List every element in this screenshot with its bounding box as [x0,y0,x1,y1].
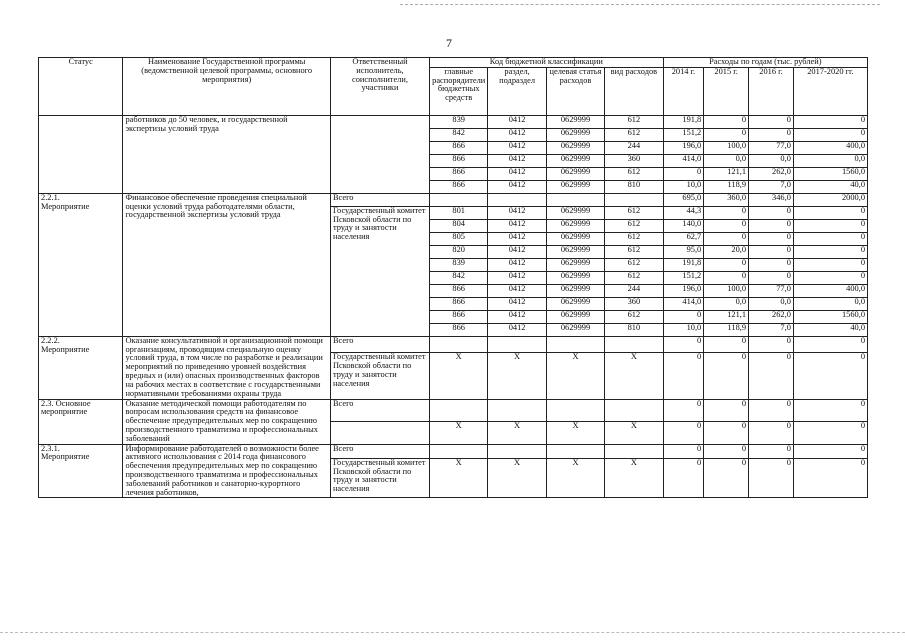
kbk-cell: X [546,353,604,399]
amount-cell: 0 [749,245,794,258]
status-cell: 2.3.1. Мероприятие [39,444,123,498]
amount-cell: 0 [704,444,749,458]
kbk-cell: X [605,353,663,399]
status-cell: 2.2.2. Мероприятие [39,336,123,399]
kbk-cell [546,336,604,353]
kbk-cell: 0629999 [546,154,604,167]
kbk-cell: 0629999 [546,206,604,219]
total-row [39,193,868,206]
amount-cell: 0 [704,353,749,399]
amount-cell: 10,0 [663,180,704,193]
kbk-cell: 866 [430,310,488,323]
amount-cell: 121,1 [704,167,749,180]
program-name-cell: Финансовое обеспечение проведения специальной оценки условий труда работодателями области, государственной экспертизы условий труда [123,193,331,336]
amount-cell: 0,0 [793,297,867,310]
kbk-cell: 866 [430,284,488,297]
amount-cell: 0 [749,115,794,128]
table-row [39,115,868,128]
amount-cell: 0 [704,458,749,498]
amount-cell: 0 [704,271,749,284]
kbk-cell: X [605,422,663,445]
bottom-scan-line [0,632,905,633]
kbk-cell: 866 [430,297,488,310]
kbk-cell: 244 [605,284,663,297]
amount-cell: 0 [663,167,704,180]
program-name-cell: Информирование работодателей о возможности более активного использования с 2014 года финансового обеспечения предупредительных мер по сокращению производственного травматизма и профессиональных заболеваний работников и санаторно-курортного лечения работников, [123,444,331,498]
amount-cell: 0 [663,336,704,353]
kbk-cell: 866 [430,323,488,336]
amount-cell: 0 [663,422,704,445]
amount-cell: 400,0 [793,284,867,297]
kbk-cell: 612 [605,206,663,219]
amount-cell: 0 [704,422,749,445]
table-body [39,115,868,498]
kbk-cell: 612 [605,271,663,284]
kbk-cell [488,444,546,458]
amount-cell: 151,2 [663,271,704,284]
kbk-cell: 0412 [488,115,546,128]
kbk-cell [488,193,546,206]
amount-cell: 0 [793,353,867,399]
amount-cell: 0 [793,245,867,258]
amount-cell: 360,0 [704,193,749,206]
kbk-cell: 0412 [488,271,546,284]
amount-cell: 0 [793,128,867,141]
program-name-cell: Оказание методической помощи работодателям по вопросам использования средств на финансовое обеспечение предупредительных мер по сокращению производственного травматизма и профессиональных заболеваний [123,399,331,444]
header-kbk-grbs: главные распорядители бюджетных средств [430,67,488,115]
amount-cell: 0 [793,458,867,498]
kbk-cell: X [546,458,604,498]
kbk-cell: 0629999 [546,310,604,323]
amount-cell: 191,8 [663,115,704,128]
amount-cell: 151,2 [663,128,704,141]
header-status: Статус [39,58,123,116]
kbk-cell: 842 [430,128,488,141]
amount-cell: 0 [749,353,794,399]
amount-cell: 0 [663,353,704,399]
kbk-cell: 0629999 [546,128,604,141]
header-year-2016: 2016 г. [749,67,794,115]
kbk-cell: 810 [605,323,663,336]
amount-cell: 0 [704,336,749,353]
amount-cell: 95,0 [663,245,704,258]
kbk-cell: 0629999 [546,323,604,336]
kbk-cell: 0629999 [546,258,604,271]
program-name-cell: работников до 50 человек, и государственной экспертизы условий труда [123,115,331,193]
kbk-cell: 612 [605,245,663,258]
kbk-cell: 839 [430,258,488,271]
kbk-cell [546,399,604,422]
amount-cell: 0 [749,422,794,445]
executor-cell: Государственный комитет Псковской области по труду и занятости населения [330,458,429,498]
amount-cell: 0 [749,232,794,245]
amount-cell: 0,0 [704,297,749,310]
amount-cell: 0 [793,271,867,284]
amount-cell: 7,0 [749,180,794,193]
kbk-cell: 0412 [488,167,546,180]
amount-cell: 0 [749,336,794,353]
kbk-cell: X [488,353,546,399]
kbk-cell [605,399,663,422]
amount-cell: 100,0 [704,141,749,154]
kbk-cell: 0412 [488,323,546,336]
kbk-cell: 0412 [488,219,546,232]
kbk-cell: 612 [605,232,663,245]
page-number: 7 [446,36,452,50]
executor-cell: Государственный комитет Псковской области по труду и занятости населения [330,206,429,336]
kbk-cell: 0629999 [546,115,604,128]
header-kbk-target: целевая статья расходов [546,67,604,115]
amount-cell: 0 [663,310,704,323]
amount-cell: 0 [793,422,867,445]
kbk-cell: 0412 [488,206,546,219]
kbk-cell: 244 [605,141,663,154]
kbk-cell: 866 [430,180,488,193]
amount-cell: 0 [749,444,794,458]
amount-cell: 414,0 [663,154,704,167]
executor-cell [330,422,429,445]
amount-cell: 0 [704,399,749,422]
kbk-cell: 839 [430,115,488,128]
amount-cell: 121,1 [704,310,749,323]
kbk-cell: 0629999 [546,284,604,297]
amount-cell: 44,3 [663,206,704,219]
kbk-cell: 0412 [488,180,546,193]
kbk-cell: 0412 [488,232,546,245]
kbk-cell: X [488,422,546,445]
amount-cell: 0 [663,444,704,458]
amount-cell: 0 [793,206,867,219]
amount-cell: 0 [793,336,867,353]
amount-cell: 414,0 [663,297,704,310]
kbk-cell: 810 [605,180,663,193]
kbk-cell: 0412 [488,258,546,271]
total-label: Всего [330,399,429,422]
kbk-cell: 360 [605,297,663,310]
kbk-cell [488,399,546,422]
amount-cell: 118,9 [704,180,749,193]
header-kbk-section: раздел, подраздел [488,67,546,115]
executor-cell [330,115,429,193]
amount-cell: 0 [704,206,749,219]
kbk-cell [546,444,604,458]
kbk-cell: 804 [430,219,488,232]
kbk-cell [488,336,546,353]
kbk-cell: 0629999 [546,232,604,245]
kbk-cell [430,336,488,353]
amount-cell: 0 [793,258,867,271]
amount-cell: 20,0 [704,245,749,258]
amount-cell: 0,0 [749,154,794,167]
kbk-cell: 0629999 [546,141,604,154]
budget-table [38,57,868,498]
amount-cell: 0 [749,258,794,271]
amount-cell: 2000,0 [793,193,867,206]
amount-cell: 118,9 [704,323,749,336]
amount-cell: 0,0 [793,154,867,167]
amount-cell: 0 [793,444,867,458]
kbk-cell: 801 [430,206,488,219]
header-executor: Ответственный исполнитель, соисполнители, участники [330,58,429,116]
amount-cell: 140,0 [663,219,704,232]
amount-cell: 0,0 [749,297,794,310]
amount-cell: 196,0 [663,141,704,154]
kbk-cell: 0629999 [546,219,604,232]
kbk-cell: 0629999 [546,297,604,310]
status-cell [39,115,123,193]
amount-cell: 40,0 [793,180,867,193]
kbk-cell: 612 [605,310,663,323]
total-label: Всего [330,193,429,206]
kbk-cell: 0629999 [546,167,604,180]
amount-cell: 0 [749,271,794,284]
amount-cell: 196,0 [663,284,704,297]
amount-cell: 0 [704,219,749,232]
amount-cell: 100,0 [704,284,749,297]
amount-cell: 40,0 [793,323,867,336]
top-scan-line [400,4,880,5]
kbk-cell [605,444,663,458]
amount-cell: 0 [749,458,794,498]
kbk-cell: X [605,458,663,498]
header-year-2014: 2014 г. [663,67,704,115]
header-kbk-type: вид расходов [605,67,663,115]
kbk-cell: 0412 [488,310,546,323]
amount-cell: 695,0 [663,193,704,206]
amount-cell: 0 [663,399,704,422]
header-name: Наименование Государственной программы (ведомственной целевой программы, основного мероприятия) [123,58,331,116]
kbk-cell: X [488,458,546,498]
amount-cell: 0 [749,128,794,141]
kbk-cell: X [430,458,488,498]
amount-cell: 77,0 [749,284,794,297]
kbk-cell: 0412 [488,128,546,141]
kbk-cell [430,444,488,458]
kbk-cell: 0629999 [546,245,604,258]
kbk-cell: 612 [605,258,663,271]
amount-cell: 0 [793,219,867,232]
kbk-cell: X [430,353,488,399]
kbk-cell: 866 [430,154,488,167]
kbk-cell: 0412 [488,154,546,167]
kbk-cell: X [546,422,604,445]
kbk-cell: 0412 [488,141,546,154]
kbk-cell [605,193,663,206]
status-cell: 2.3. Основное мероприятие [39,399,123,444]
kbk-cell: 842 [430,271,488,284]
amount-cell: 0,0 [704,154,749,167]
kbk-cell: 0629999 [546,180,604,193]
total-row [39,399,868,422]
amount-cell: 262,0 [749,167,794,180]
kbk-cell [605,336,663,353]
kbk-cell: X [430,422,488,445]
kbk-cell: 0412 [488,284,546,297]
kbk-cell: 820 [430,245,488,258]
kbk-cell: 805 [430,232,488,245]
amount-cell: 0 [704,115,749,128]
amount-cell: 7,0 [749,323,794,336]
kbk-cell: 0629999 [546,271,604,284]
status-cell: 2.2.1. Мероприятие [39,193,123,336]
header-year-2017-2020: 2017-2020 гг. [793,67,867,115]
executor-cell: Государственный комитет Псковской области по труду и занятости населения [330,353,429,399]
kbk-cell [546,193,604,206]
amount-cell: 0 [704,258,749,271]
amount-cell: 400,0 [793,141,867,154]
total-label: Всего [330,444,429,458]
kbk-cell: 360 [605,154,663,167]
amount-cell: 0 [663,458,704,498]
kbk-cell: 612 [605,115,663,128]
amount-cell: 0 [749,399,794,422]
header-year-2015: 2015 г. [704,67,749,115]
total-row [39,444,868,458]
amount-cell: 10,0 [663,323,704,336]
kbk-cell: 612 [605,167,663,180]
program-name-cell: Оказание консультативной и организационной помощи организациям, проводящим специальную оценку условий труда, в том числе по разработке и реализации мероприятий по приведению уровней воздействия вредных и (или) опасных производственных факторов на рабочих местах в соответствие с государственными нормативными требованиями охраны труда [123,336,331,399]
amount-cell: 0 [793,399,867,422]
amount-cell: 0 [793,232,867,245]
amount-cell: 62,7 [663,232,704,245]
kbk-cell: 612 [605,128,663,141]
header-kbk: Код бюджетной классификации [430,58,664,68]
amount-cell: 1560,0 [793,310,867,323]
kbk-cell: 0412 [488,245,546,258]
total-row [39,336,868,353]
amount-cell: 262,0 [749,310,794,323]
kbk-cell: 866 [430,141,488,154]
amount-cell: 0 [749,206,794,219]
kbk-cell [430,399,488,422]
total-label: Всего [330,336,429,353]
amount-cell: 1560,0 [793,167,867,180]
kbk-cell: 612 [605,219,663,232]
kbk-cell: 0412 [488,297,546,310]
amount-cell: 191,8 [663,258,704,271]
amount-cell: 346,0 [749,193,794,206]
kbk-cell: 866 [430,167,488,180]
amount-cell: 0 [704,232,749,245]
amount-cell: 77,0 [749,141,794,154]
amount-cell: 0 [749,219,794,232]
kbk-cell [430,193,488,206]
amount-cell: 0 [793,115,867,128]
amount-cell: 0 [704,128,749,141]
header-expenses: Расходы по годам (тыс. рублей) [663,58,867,68]
